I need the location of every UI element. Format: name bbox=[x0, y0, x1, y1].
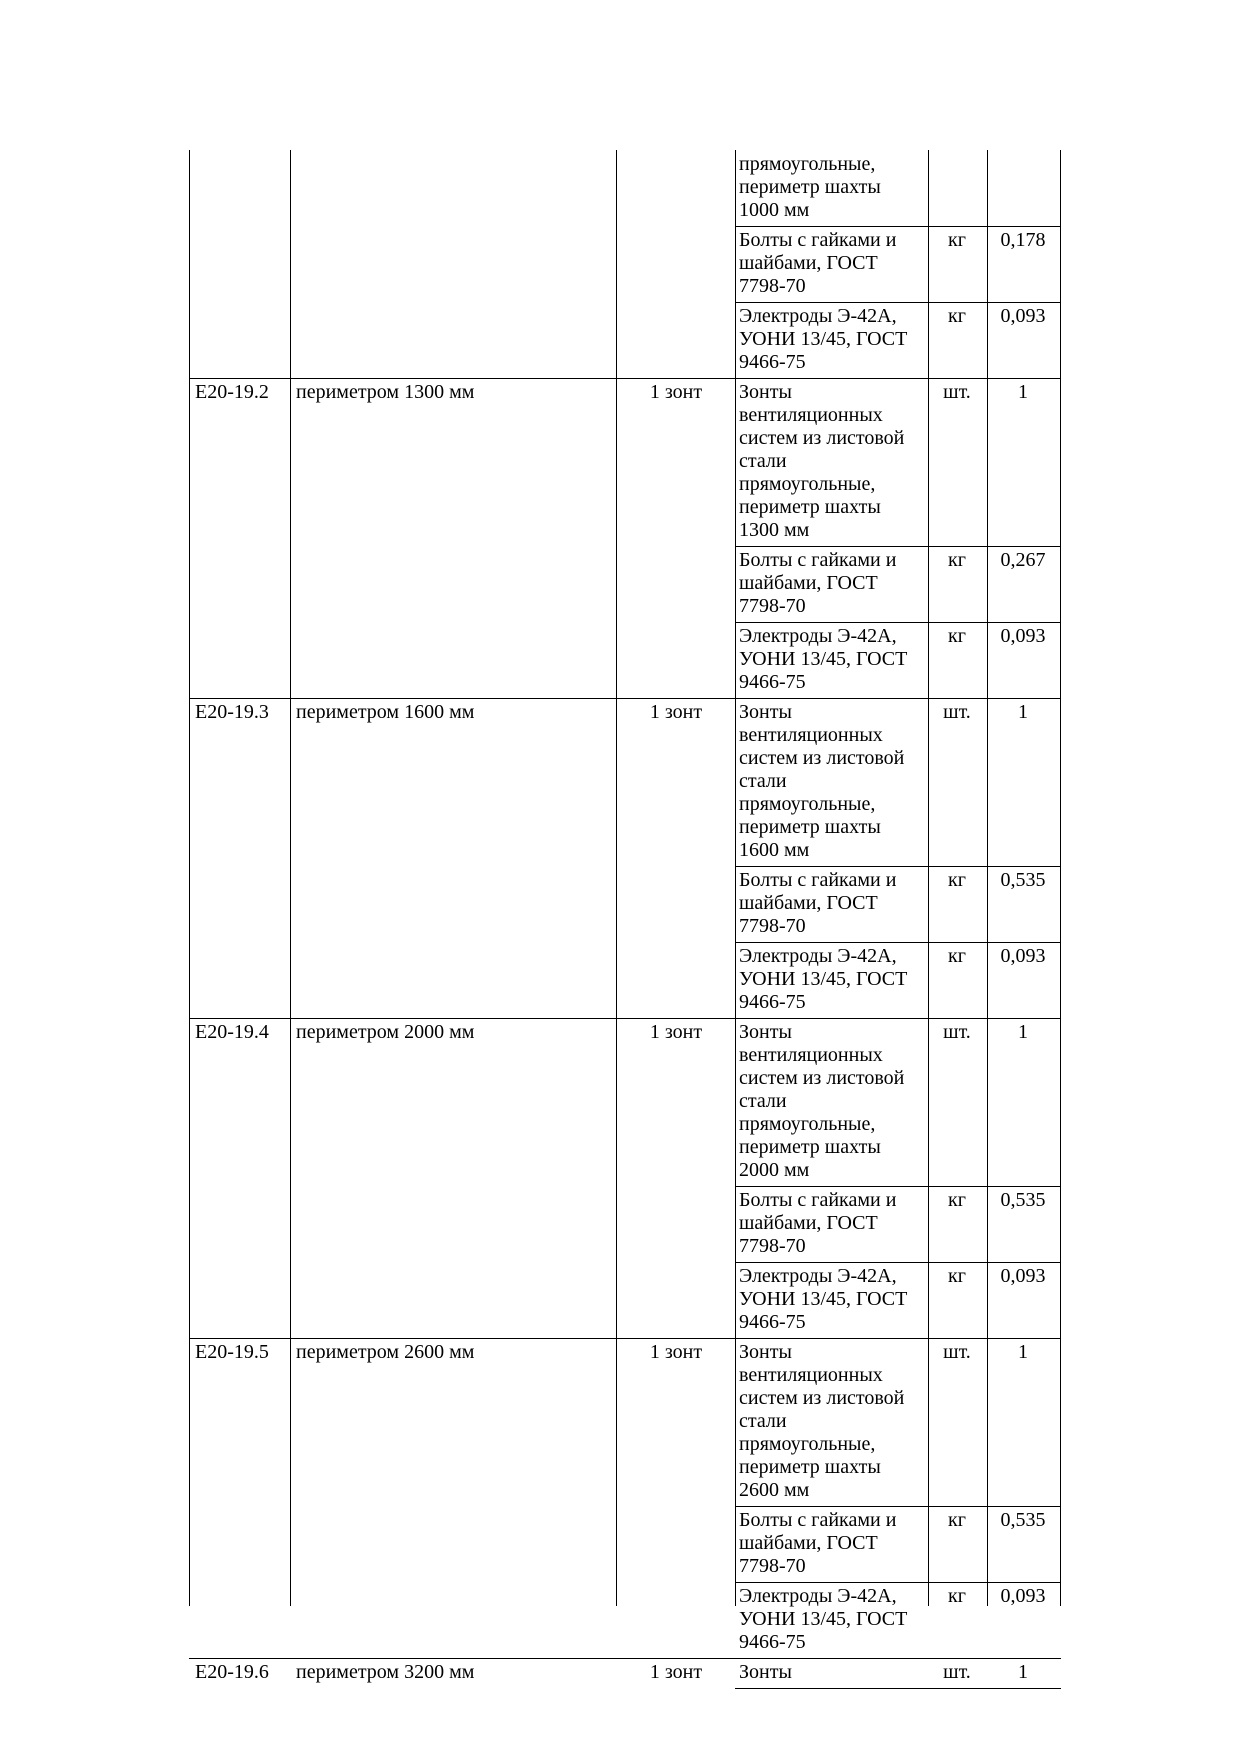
resource-qty: 0,535 bbox=[1000, 1189, 1046, 1211]
resource-qty: 0,093 bbox=[1000, 1585, 1046, 1607]
column-border bbox=[189, 150, 190, 1606]
resource-name: Зонты вентиляционных систем из листовой стали прямоугольные, периметр шахты 1300 мм bbox=[739, 381, 905, 541]
row-border bbox=[189, 1338, 1061, 1339]
resource-name: Зонты вентиляционных систем из листовой стали прямоугольные, периметр шахты 2600 мм bbox=[739, 1341, 905, 1501]
row-border bbox=[735, 1506, 1061, 1507]
resource-unit: кг bbox=[948, 625, 966, 647]
row-border bbox=[735, 546, 1061, 547]
resource-name: Электроды Э-42А, УОНИ 13/45, ГОСТ 9466-75 bbox=[739, 625, 908, 693]
rate-code: E20-19.5 bbox=[195, 1341, 269, 1363]
resource-name: Болты с гайками и шайбами, ГОСТ 7798-70 bbox=[739, 869, 897, 937]
row-border bbox=[735, 302, 1061, 303]
row-border bbox=[735, 622, 1061, 623]
resource-unit: кг bbox=[948, 1189, 966, 1211]
row-border bbox=[735, 226, 1061, 227]
resource-unit: шт. bbox=[943, 1341, 971, 1363]
resource-qty: 0,535 bbox=[1000, 1509, 1046, 1531]
column-border bbox=[290, 150, 291, 1606]
resource-qty: 1 bbox=[1018, 701, 1028, 723]
resource-unit: кг bbox=[948, 305, 966, 327]
resource-qty: 1 bbox=[1018, 1341, 1028, 1363]
rate-unit: 1 зонт bbox=[649, 701, 703, 723]
resource-name: Электроды Э-42А, УОНИ 13/45, ГОСТ 9466-75 bbox=[739, 945, 908, 1013]
row-border bbox=[735, 1262, 1061, 1263]
rate-code: E20-19.6 bbox=[195, 1661, 269, 1683]
resource-unit: кг bbox=[948, 1265, 966, 1287]
row-border bbox=[189, 378, 1061, 379]
resource-unit: кг bbox=[948, 869, 966, 891]
resource-unit: кг bbox=[948, 1509, 966, 1531]
resource-name: прямоугольные, периметр шахты 1000 мм bbox=[739, 153, 881, 221]
rate-code: E20-19.2 bbox=[195, 381, 269, 403]
row-border bbox=[735, 942, 1061, 943]
resource-qty: 0,535 bbox=[1000, 869, 1046, 891]
rate-name: периметром 1300 мм bbox=[296, 381, 475, 403]
rate-code: E20-19.4 bbox=[195, 1021, 269, 1043]
resource-qty: 1 bbox=[1018, 1661, 1028, 1683]
resource-unit: шт. bbox=[943, 381, 971, 403]
resource-unit: шт. bbox=[943, 1661, 971, 1683]
row-border bbox=[189, 1658, 1061, 1659]
rate-unit: 1 зонт bbox=[649, 1661, 703, 1683]
resource-qty: 0,093 bbox=[1000, 625, 1046, 647]
resource-qty: 0,093 bbox=[1000, 945, 1046, 967]
resource-qty: 0,093 bbox=[1000, 1265, 1046, 1287]
row-border bbox=[735, 1186, 1061, 1187]
rate-unit: 1 зонт bbox=[649, 1341, 703, 1363]
resource-name: Электроды Э-42А, УОНИ 13/45, ГОСТ 9466-75 bbox=[739, 305, 908, 373]
resource-name: Зонты вентиляционных систем из листовой стали прямоугольные, периметр шахты 2000 мм bbox=[739, 1021, 905, 1181]
resource-name: Болты с гайками и шайбами, ГОСТ 7798-70 bbox=[739, 549, 897, 617]
rate-name: периметром 2000 мм bbox=[296, 1021, 475, 1043]
resource-unit: кг bbox=[948, 549, 966, 571]
resource-qty: 0,093 bbox=[1000, 305, 1046, 327]
rate-name: периметром 3200 мм bbox=[296, 1661, 475, 1683]
resource-qty: 1 bbox=[1018, 381, 1028, 403]
resource-name: Зонты bbox=[739, 1661, 792, 1683]
rate-name: периметром 1600 мм bbox=[296, 701, 475, 723]
resource-name: Болты с гайками и шайбами, ГОСТ 7798-70 bbox=[739, 1189, 897, 1257]
resource-name: Зонты вентиляционных систем из листовой стали прямоугольные, периметр шахты 1600 мм bbox=[739, 701, 905, 861]
resource-qty: 0,178 bbox=[1000, 229, 1046, 251]
resource-name: Электроды Э-42А, УОНИ 13/45, ГОСТ 9466-75 bbox=[739, 1265, 908, 1333]
row-border bbox=[189, 698, 1061, 699]
rate-unit: 1 зонт bbox=[649, 1021, 703, 1043]
resource-name: Болты с гайками и шайбами, ГОСТ 7798-70 bbox=[739, 229, 897, 297]
row-border bbox=[735, 1688, 1061, 1689]
resource-name: Электроды Э-42А, УОНИ 13/45, ГОСТ 9466-75 bbox=[739, 1585, 908, 1653]
resource-qty: 0,267 bbox=[1000, 549, 1046, 571]
rate-unit: 1 зонт bbox=[649, 381, 703, 403]
row-border bbox=[735, 866, 1061, 867]
row-border bbox=[735, 1582, 1061, 1583]
rate-code: E20-19.3 bbox=[195, 701, 269, 723]
row-border bbox=[189, 1018, 1061, 1019]
resource-unit: шт. bbox=[943, 1021, 971, 1043]
resource-unit: кг bbox=[948, 945, 966, 967]
resource-qty: 1 bbox=[1018, 1021, 1028, 1043]
resource-unit: кг bbox=[948, 1585, 966, 1607]
column-border bbox=[735, 150, 736, 1606]
column-border bbox=[616, 150, 617, 1606]
resource-unit: кг bbox=[948, 229, 966, 251]
column-border bbox=[1060, 150, 1061, 1606]
rate-name: периметром 2600 мм bbox=[296, 1341, 475, 1363]
resource-name: Болты с гайками и шайбами, ГОСТ 7798-70 bbox=[739, 1509, 897, 1577]
resource-unit: шт. bbox=[943, 701, 971, 723]
